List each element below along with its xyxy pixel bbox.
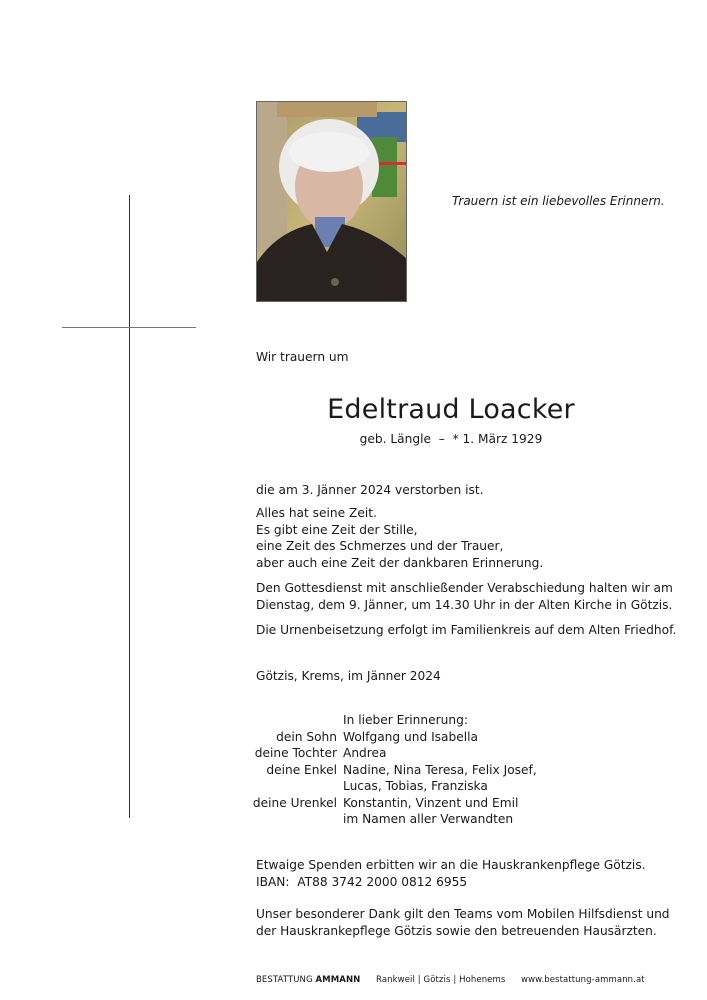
thanks-line: Unser besonderer Dank gilt den Teams vom Mobilen Hilfsdienst und [256, 907, 670, 921]
family-list [250, 712, 537, 828]
donation-info [256, 857, 646, 890]
service-info [256, 580, 673, 613]
footer [256, 975, 645, 985]
cross-icon-horizontal-bar [62, 327, 196, 328]
funeral-home-brand [256, 975, 360, 985]
family-relation: deine Enkel [266, 762, 337, 777]
service-line: Dienstag, dem 9. Jänner, um 14.30 Uhr in der Alten Kirche in Götzis. [256, 597, 673, 612]
family-relation: deine Urenkel [252, 795, 337, 810]
poem-line: Alles hat seine Zeit. [256, 506, 377, 520]
family-relation: deine Tochter [254, 746, 337, 760]
family-names: Andrea [343, 746, 387, 760]
death-line: die am 3. Jänner 2024 verstorben ist. [256, 483, 484, 497]
place-date: Götzis, Krems, im Jänner 2024 [256, 669, 441, 683]
service-line: Den Gottesdienst mit anschließender Verabschiedung halten wir am [256, 581, 673, 595]
footer-website-link[interactable]: www.bestattung-ammann.at [521, 975, 645, 985]
thanks-text [256, 906, 670, 939]
family-header-row [250, 712, 537, 729]
brand-prefix: BESTATTUNG [256, 975, 316, 985]
family-names: Konstantin, Vinzent und Emil [343, 795, 519, 810]
urn-burial-info: Die Urnenbeisetzung erfolgt im Familienkreis auf dem Alten Friedhof. [256, 623, 677, 637]
family-row [250, 795, 537, 812]
family-names: Nadine, Nina Teresa, Felix Josef, [343, 762, 537, 777]
poem-line: eine Zeit des Schmerzes und der Trauer, [256, 539, 504, 553]
thanks-line: der Hauskrankepflege Götzis sowie den betreuenden Hausärzten. [256, 923, 657, 938]
poem [256, 505, 543, 571]
family-header: In lieber Erinnerung: [343, 713, 468, 727]
intro-text: Wir trauern um [256, 350, 349, 364]
family-names: Wolfgang und Isabella [343, 729, 478, 744]
portrait-image [257, 102, 407, 302]
memorial-quote: Trauern ist ein liebevolles Erinnern. [452, 194, 665, 208]
poem-line: Es gibt eine Zeit der Stille, [256, 522, 418, 537]
family-row [250, 729, 537, 746]
family-relation [250, 778, 343, 795]
family-row [250, 811, 537, 828]
family-row [250, 762, 537, 779]
family-names: Lucas, Tobias, Franziska [343, 779, 488, 793]
family-names: im Namen aller Verwandten [343, 812, 514, 826]
portrait-photo [256, 101, 407, 302]
poem-line: aber auch eine Zeit der dankbaren Erinnerung. [256, 555, 544, 570]
footer-locations: Rankweil | Götzis | Hohenems [376, 975, 506, 985]
donation-line: Etwaige Spenden erbitten wir an die Hauskrankenpflege Götzis. [256, 858, 646, 872]
deceased-name: Edeltraud Loacker [327, 394, 575, 425]
family-row [250, 778, 537, 795]
brand-bold: AMMANN [315, 975, 361, 985]
family-relation [250, 811, 343, 828]
birth-line: geb. Längle – * 1. März 1929 [359, 432, 543, 446]
family-row [250, 745, 537, 762]
iban: IBAN: AT88 3742 2000 0812 6955 [256, 874, 468, 889]
cross-icon-vertical-bar [129, 195, 130, 818]
family-relation: dein Sohn [276, 729, 337, 744]
